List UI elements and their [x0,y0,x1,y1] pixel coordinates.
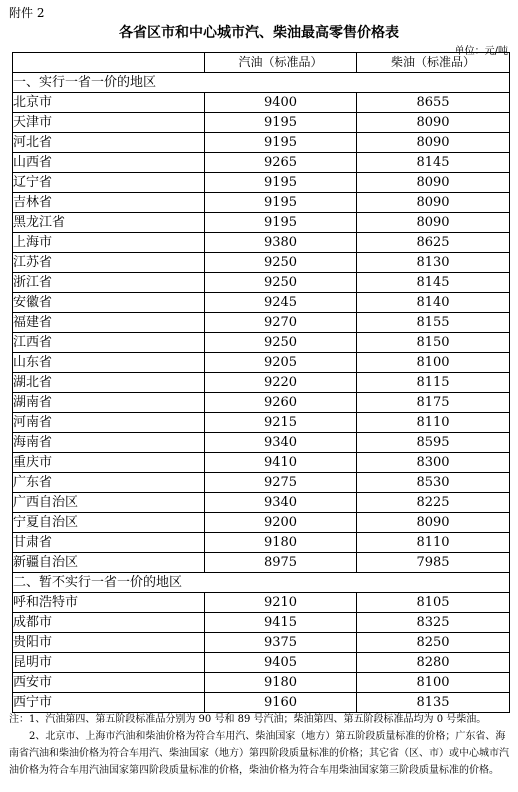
gasoline-price: 9195 [205,113,357,133]
diesel-price: 8175 [357,393,510,413]
table-row [13,593,510,613]
gasoline-price: 9415 [205,613,357,633]
table-row [13,513,510,533]
gasoline-price: 9195 [205,193,357,213]
gasoline-price: 9265 [205,153,357,173]
diesel-price: 8140 [357,293,510,313]
gasoline-price: 9195 [205,173,357,193]
region-name: 西安市 [13,673,205,693]
diesel-price: 8090 [357,193,510,213]
diesel-price: 8595 [357,433,510,453]
region-name: 河南省 [13,413,205,433]
price-table [12,52,510,713]
diesel-price: 7985 [357,553,510,573]
region-name: 安徽省 [13,293,205,313]
region-name: 黑龙江省 [13,213,205,233]
table-row [13,113,510,133]
diesel-price: 8090 [357,173,510,193]
gasoline-price: 9220 [205,373,357,393]
diesel-price: 8090 [357,213,510,233]
gasoline-price: 8975 [205,553,357,573]
table-row [13,193,510,213]
region-name: 福建省 [13,313,205,333]
header-diesel: 柴油（标准品） [357,53,510,73]
attachment-label: 附件 2 [9,6,45,20]
diesel-price: 8110 [357,533,510,553]
diesel-price: 8110 [357,413,510,433]
diesel-price: 8655 [357,93,510,113]
footnote-1: 注：1、汽油第四、第五阶段标准品分别为 90 号和 89 号汽油；柴油第四、第五阶段标准品均为 0 号柴油。 [9,714,487,725]
gasoline-price: 9250 [205,273,357,293]
region-name: 海南省 [13,433,205,453]
gasoline-price: 9205 [205,353,357,373]
table-row [13,213,510,233]
table-row [13,373,510,393]
gasoline-price: 9340 [205,433,357,453]
region-name: 成都市 [13,613,205,633]
unit-label: 单位：元/吨 [454,46,508,57]
region-name: 山东省 [13,353,205,373]
diesel-price: 8145 [357,273,510,293]
diesel-price: 8100 [357,353,510,373]
footnotes [9,711,509,779]
table-row [13,353,510,373]
diesel-price: 8115 [357,373,510,393]
page-title: 各省区市和中心城市汽、柴油最高零售价格表 [119,25,399,41]
region-name: 辽宁省 [13,173,205,193]
price-table-body [13,53,510,713]
region-name: 吉林省 [13,193,205,213]
header-region [13,53,205,73]
table-row [13,633,510,653]
gasoline-price: 9210 [205,593,357,613]
region-name: 江西省 [13,333,205,353]
region-name: 天津市 [13,113,205,133]
gasoline-price: 9275 [205,473,357,493]
region-name: 甘肃省 [13,533,205,553]
diesel-price: 8250 [357,633,510,653]
table-row [13,413,510,433]
table-row [13,533,510,553]
table-row [13,453,510,473]
diesel-price: 8280 [357,653,510,673]
diesel-price: 8090 [357,513,510,533]
region-name: 广东省 [13,473,205,493]
diesel-price: 8145 [357,153,510,173]
diesel-price: 8325 [357,613,510,633]
diesel-price: 8530 [357,473,510,493]
region-name: 重庆市 [13,453,205,473]
diesel-price: 8105 [357,593,510,613]
gasoline-price: 9180 [205,533,357,553]
section-title: 一、实行一省一价的地区 [13,73,510,93]
diesel-price: 8090 [357,133,510,153]
region-name: 昆明市 [13,653,205,673]
table-row [13,293,510,313]
section-row [13,573,510,593]
table-row [13,553,510,573]
gasoline-price: 9400 [205,93,357,113]
diesel-price: 8150 [357,333,510,353]
table-row [13,473,510,493]
table-row [13,233,510,253]
table-row [13,253,510,273]
table-row [13,133,510,153]
table-row [13,493,510,513]
region-name: 湖北省 [13,373,205,393]
region-name: 贵阳市 [13,633,205,653]
table-row [13,393,510,413]
region-name: 呼和浩特市 [13,593,205,613]
table-row [13,693,510,713]
gasoline-price: 9215 [205,413,357,433]
gasoline-price: 9250 [205,333,357,353]
gasoline-price: 9195 [205,133,357,153]
table-row [13,313,510,333]
region-name: 广西自治区 [13,493,205,513]
table-row [13,673,510,693]
header-row [13,53,510,73]
section-row [13,73,510,93]
gasoline-price: 9375 [205,633,357,653]
diesel-price: 8225 [357,493,510,513]
gasoline-price: 9270 [205,313,357,333]
table-row [13,173,510,193]
region-name: 湖南省 [13,393,205,413]
section-title: 二、暂不实行一省一价的地区 [13,573,510,593]
gasoline-price: 9160 [205,693,357,713]
diesel-price: 8625 [357,233,510,253]
region-name: 山西省 [13,153,205,173]
gasoline-price: 9380 [205,233,357,253]
footnote-2: 2、北京市、上海市汽油和柴油价格为符合车用汽、柴油国家（地方）第五阶段质量标准的价格；广东省、海南省汽油和柴油价格为符合车用汽、柴油国家（地方）第四阶段质量标准的价格；其它省（区、市）或中心城市汽油价格为符合车用汽油国家第四阶段质量标准的价格，柴油价格为符合车用柴油国家第三阶段质量标准的价格。 [9,731,509,776]
table-row [13,433,510,453]
gasoline-price: 9200 [205,513,357,533]
gasoline-price: 9340 [205,493,357,513]
table-row [13,653,510,673]
region-name: 宁夏自治区 [13,513,205,533]
gasoline-price: 9250 [205,253,357,273]
region-name: 上海市 [13,233,205,253]
table-row [13,153,510,173]
gasoline-price: 9260 [205,393,357,413]
table-row [13,93,510,113]
region-name: 西宁市 [13,693,205,713]
gasoline-price: 9180 [205,673,357,693]
region-name: 河北省 [13,133,205,153]
diesel-price: 8135 [357,693,510,713]
table-row [13,273,510,293]
diesel-price: 8155 [357,313,510,333]
diesel-price: 8090 [357,113,510,133]
region-name: 新疆自治区 [13,553,205,573]
gasoline-price: 9245 [205,293,357,313]
table-row [13,333,510,353]
header-gasoline: 汽油（标准品） [205,53,357,73]
region-name: 北京市 [13,93,205,113]
diesel-price: 8300 [357,453,510,473]
gasoline-price: 9195 [205,213,357,233]
diesel-price: 8130 [357,253,510,273]
diesel-price: 8100 [357,673,510,693]
region-name: 江苏省 [13,253,205,273]
region-name: 浙江省 [13,273,205,293]
gasoline-price: 9410 [205,453,357,473]
table-row [13,613,510,633]
gasoline-price: 9405 [205,653,357,673]
